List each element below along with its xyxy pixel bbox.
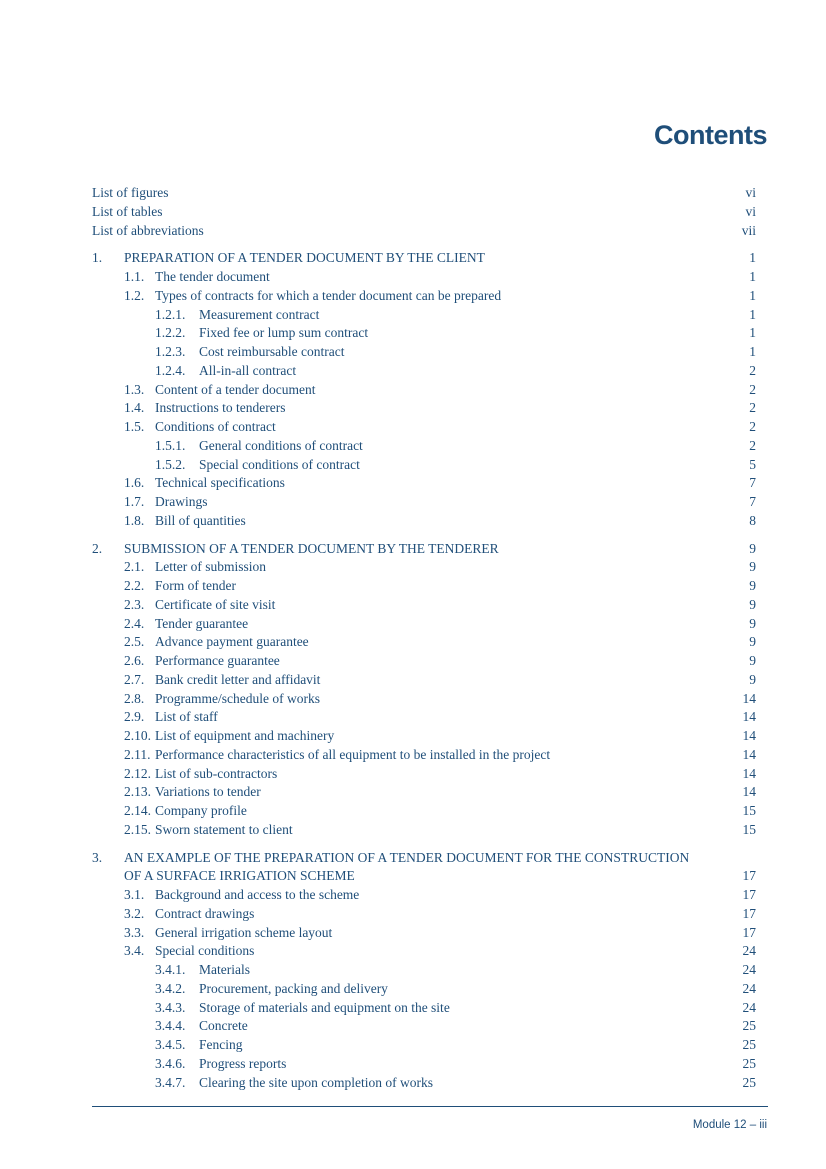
section-spacer <box>92 240 756 249</box>
subsection-entry[interactable] <box>92 456 756 475</box>
entry-title: Performance characteristics of all equipment to be installed in the project <box>155 746 551 762</box>
front-matter-entry[interactable] <box>92 203 756 222</box>
entry-title: Tender guarantee <box>155 615 249 631</box>
section-entry[interactable] <box>92 493 756 512</box>
subsection-entry[interactable] <box>92 324 756 343</box>
entry-title: Cost reimbursable contract <box>199 344 345 359</box>
entry-title: The tender document <box>155 269 270 284</box>
entry-number: 1.5. <box>124 419 145 434</box>
section-entry[interactable] <box>92 727 756 746</box>
entry-title: Advance payment guarantee <box>155 634 309 650</box>
entry-page-number: vi <box>745 203 756 219</box>
entry-page-number: 25 <box>742 1074 756 1090</box>
entry-title: Storage of materials and equipment on the site <box>199 999 450 1015</box>
entry-page-number: 24 <box>742 980 756 996</box>
entry-page-number: 2 <box>749 381 756 397</box>
table-of-contents <box>92 184 756 1092</box>
chapter-heading-continued[interactable] <box>92 867 756 886</box>
entry-number: 2.6. <box>124 653 145 668</box>
entry-page-number: 9 <box>749 615 756 631</box>
subsection-entry[interactable] <box>92 1036 756 1055</box>
entry-number: 1.2.3. <box>155 344 186 359</box>
section-entry[interactable] <box>92 287 756 306</box>
entry-number: 2.1. <box>124 559 145 575</box>
section-entry[interactable] <box>92 886 756 905</box>
entry-title: Drawings <box>155 494 208 509</box>
entry-title: AN EXAMPLE OF THE PREPARATION OF A TENDER DOCUMENT FOR THE CONSTRUCTION <box>124 849 690 865</box>
entry-number: 3.4.6. <box>155 1055 186 1071</box>
entry-number: 1.7. <box>124 494 145 509</box>
entry-number: 3.3. <box>124 924 145 940</box>
entry-page-number: 2 <box>749 362 756 378</box>
entry-page-number: 17 <box>742 924 756 940</box>
entry-page-number: 9 <box>749 596 756 612</box>
entry-number: 2.14. <box>124 803 151 818</box>
entry-number: 3.2. <box>124 905 145 921</box>
entry-title: List of figures <box>92 185 169 200</box>
entry-page-number: 2 <box>749 437 756 453</box>
entry-title: Bank credit letter and affidavit <box>155 671 321 687</box>
entry-title: General conditions of contract <box>199 437 363 453</box>
entry-number: 2.3. <box>124 596 145 612</box>
entry-page-number: 7 <box>749 475 756 491</box>
entry-number: 3.4.1. <box>155 962 186 977</box>
entry-page-number: 14 <box>742 746 756 762</box>
subsection-entry[interactable] <box>92 961 756 980</box>
entry-title: Measurement contract <box>199 306 320 322</box>
entry-number: 2.7. <box>124 671 145 687</box>
subsection-entry[interactable] <box>92 1055 756 1074</box>
entry-page-number: 14 <box>742 709 756 725</box>
entry-title: All-in-all contract <box>199 362 297 378</box>
entry-number: 1.5.2. <box>155 456 186 472</box>
entry-title: Instructions to tenderers <box>155 400 286 416</box>
section-entry[interactable] <box>92 268 756 287</box>
entry-page-number: 14 <box>742 784 756 800</box>
entry-page-number: 25 <box>742 1037 756 1052</box>
chapter-heading[interactable] <box>92 849 756 868</box>
entry-title: List of abbreviations <box>92 222 204 238</box>
entry-page-number: 1 <box>749 250 756 266</box>
section-entry[interactable] <box>92 577 756 596</box>
section-entry[interactable] <box>92 671 756 690</box>
entry-number: 1.2. <box>124 287 145 303</box>
section-entry[interactable] <box>92 596 756 615</box>
entry-page-number: 15 <box>742 821 756 837</box>
entry-number: 2.13. <box>124 784 151 800</box>
subsection-entry[interactable] <box>92 1017 756 1036</box>
entry-page-number: 5 <box>749 456 756 472</box>
entry-title: Contract drawings <box>155 905 255 921</box>
subsection-entry[interactable] <box>92 980 756 999</box>
entry-page-number: 2 <box>749 419 756 434</box>
entry-page-number: 25 <box>742 1018 756 1034</box>
section-entry[interactable] <box>92 746 756 765</box>
entry-page-number: 25 <box>742 1055 756 1071</box>
entry-title: Special conditions <box>155 943 255 959</box>
entry-page-number: vii <box>741 222 756 238</box>
entry-title: List of staff <box>155 709 218 725</box>
entry-title: Bill of quantities <box>155 512 246 528</box>
page-footer: Module 12 – iii <box>692 1119 767 1131</box>
entry-number: 2.8. <box>124 690 145 706</box>
entry-number: 3.4. <box>124 943 145 959</box>
entry-title: Performance guarantee <box>155 653 280 668</box>
entry-title: List of sub-contractors <box>155 765 278 781</box>
section-entry[interactable] <box>92 418 756 437</box>
entry-page-number: 9 <box>749 634 756 650</box>
entry-page-number: 17 <box>742 868 756 884</box>
subsection-entry[interactable] <box>92 343 756 362</box>
section-entry[interactable] <box>92 942 756 961</box>
section-entry[interactable] <box>92 821 756 840</box>
entry-title: Fencing <box>199 1037 243 1052</box>
entry-page-number: 1 <box>749 344 756 359</box>
entry-title: Procurement, packing and delivery <box>199 980 388 996</box>
footer-divider <box>92 1106 768 1107</box>
entry-number: 1.2.1. <box>155 306 186 322</box>
chapter-heading[interactable] <box>92 249 756 268</box>
section-entry[interactable] <box>92 399 756 418</box>
section-entry[interactable] <box>92 802 756 821</box>
entry-title: Fixed fee or lump sum contract <box>199 325 369 341</box>
entry-title: Special conditions of contract <box>199 456 360 472</box>
section-spacer <box>92 840 756 849</box>
entry-title: Content of a tender document <box>155 381 316 397</box>
entry-page-number: 9 <box>749 540 756 556</box>
entry-number: 3.1. <box>124 887 145 902</box>
entry-page-number: 17 <box>742 887 756 902</box>
section-entry[interactable] <box>92 708 756 727</box>
entry-page-number: 14 <box>742 765 756 781</box>
section-entry[interactable] <box>92 690 756 709</box>
entry-page-number: 9 <box>749 559 756 575</box>
entry-number: 3.4.5. <box>155 1037 186 1052</box>
section-entry[interactable] <box>92 652 756 671</box>
section-entry[interactable] <box>92 474 756 493</box>
entry-title: Progress reports <box>199 1055 287 1071</box>
entry-title: OF A SURFACE IRRIGATION SCHEME <box>124 868 355 884</box>
entry-title: Company profile <box>155 803 247 818</box>
entry-page-number: 14 <box>742 690 756 706</box>
entry-number: 2.11. <box>124 746 151 762</box>
entry-number: 1.2.2. <box>155 325 186 341</box>
entry-number: 2. <box>92 540 103 556</box>
entry-number: 1.8. <box>124 512 145 528</box>
subsection-entry[interactable] <box>92 1074 756 1093</box>
entry-page-number: 9 <box>749 578 756 593</box>
entry-page-number: 24 <box>742 962 756 977</box>
entry-number: 1.3. <box>124 381 145 397</box>
entry-number: 1.6. <box>124 475 145 491</box>
entry-page-number: 9 <box>749 653 756 668</box>
subsection-entry[interactable] <box>92 999 756 1018</box>
section-entry[interactable] <box>92 615 756 634</box>
subsection-entry[interactable] <box>92 437 756 456</box>
entry-page-number: 2 <box>749 400 756 416</box>
entry-title: Variations to tender <box>155 784 261 800</box>
entry-title: Types of contracts for which a tender document can be prepared <box>155 287 502 303</box>
entry-page-number: 1 <box>749 306 756 322</box>
section-entry[interactable] <box>92 924 756 943</box>
entry-page-number: 24 <box>742 999 756 1015</box>
entry-page-number: 1 <box>749 287 756 303</box>
section-entry[interactable] <box>92 905 756 924</box>
entry-number: 3.4.3. <box>155 999 186 1015</box>
entry-page-number: 17 <box>742 905 756 921</box>
section-entry[interactable] <box>92 633 756 652</box>
section-entry[interactable] <box>92 765 756 784</box>
entry-page-number: 14 <box>742 728 756 743</box>
entry-title: General irrigation scheme layout <box>155 924 333 940</box>
entry-title: List of equipment and machinery <box>155 728 335 743</box>
front-matter-entry[interactable] <box>92 184 756 203</box>
subsection-entry[interactable] <box>92 306 756 325</box>
section-entry[interactable] <box>92 381 756 400</box>
section-spacer <box>92 531 756 540</box>
entry-number: 2.15. <box>124 821 151 837</box>
entry-title: Clearing the site upon completion of works <box>199 1074 433 1090</box>
entry-title: Materials <box>199 962 250 977</box>
entry-number: 3.4.7. <box>155 1074 186 1090</box>
entry-title: Letter of submission <box>155 559 266 575</box>
entry-page-number: 8 <box>749 512 756 528</box>
entry-page-number: 7 <box>749 494 756 509</box>
entry-number: 2.4. <box>124 615 145 631</box>
entry-page-number: vi <box>745 185 756 200</box>
entry-title: Concrete <box>199 1018 248 1034</box>
entry-page-number: 1 <box>749 269 756 284</box>
entry-number: 1.2.4. <box>155 362 186 378</box>
entry-number: 3.4.4. <box>155 1018 186 1034</box>
entry-page-number: 1 <box>749 325 756 341</box>
entry-number: 1.5.1. <box>155 437 186 453</box>
entry-title: Certificate of site visit <box>155 596 276 612</box>
entry-number: 3. <box>92 849 103 865</box>
entry-number: 2.2. <box>124 578 145 593</box>
entry-number: 2.12. <box>124 765 151 781</box>
entry-number: 1.4. <box>124 400 145 416</box>
page-title: Contents <box>654 120 767 150</box>
front-matter-entry[interactable] <box>92 222 756 241</box>
subsection-entry[interactable] <box>92 362 756 381</box>
entry-number: 2.10. <box>124 728 151 743</box>
entry-title: Programme/schedule of works <box>155 690 320 706</box>
entry-title: SUBMISSION OF A TENDER DOCUMENT BY THE TENDERER <box>124 540 499 556</box>
chapter-heading[interactable] <box>92 540 756 559</box>
entry-title: List of tables <box>92 203 163 219</box>
entry-title: Sworn statement to client <box>155 821 293 837</box>
entry-number: 2.9. <box>124 709 145 725</box>
section-entry[interactable] <box>92 783 756 802</box>
entry-title: Form of tender <box>155 578 236 593</box>
entry-title: Technical specifications <box>155 475 285 491</box>
entry-number: 1. <box>92 250 103 266</box>
entry-number: 2.5. <box>124 634 145 650</box>
entry-number: 3.4.2. <box>155 980 186 996</box>
entry-page-number: 9 <box>749 671 756 687</box>
entry-number: 1.1. <box>124 269 145 284</box>
section-entry[interactable] <box>92 512 756 531</box>
entry-title: Conditions of contract <box>155 419 276 434</box>
entry-title: Background and access to the scheme <box>155 887 360 902</box>
entry-page-number: 15 <box>742 803 756 818</box>
entry-page-number: 24 <box>742 943 756 959</box>
section-entry[interactable] <box>92 558 756 577</box>
entry-title: PREPARATION OF A TENDER DOCUMENT BY THE CLIENT <box>124 250 485 266</box>
